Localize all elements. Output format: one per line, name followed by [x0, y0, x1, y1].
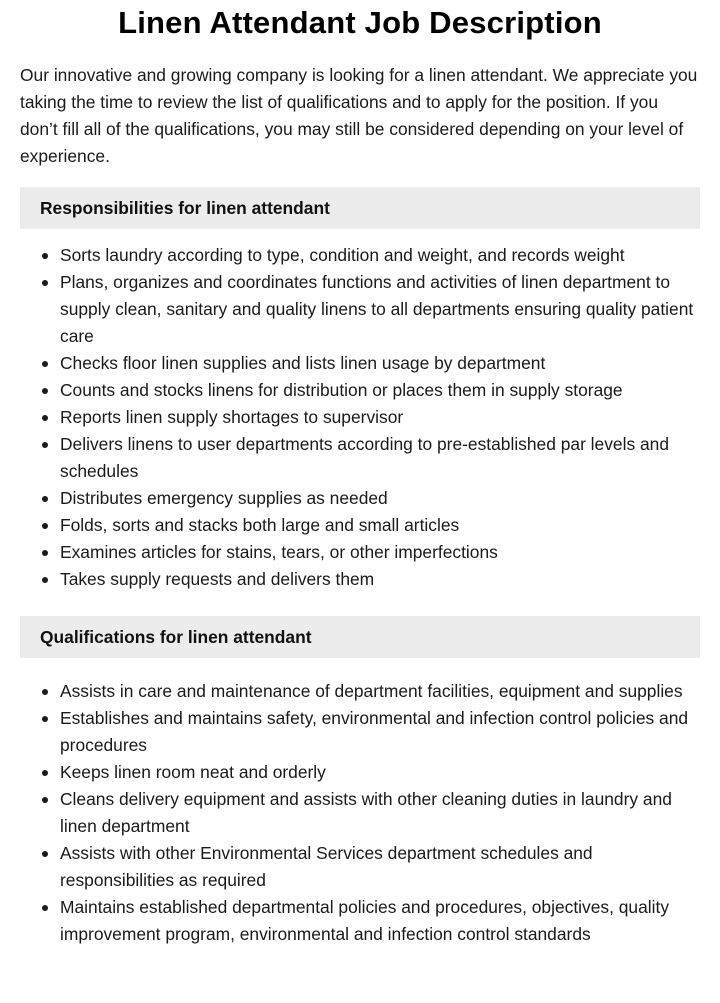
list-item: [20, 512, 700, 539]
list-item-text: Assists with other Environmental Services department schedules and responsibilities as required: [60, 843, 593, 890]
list-item-text: Reports linen supply shortages to supervisor: [60, 407, 404, 427]
bullet-icon: [42, 523, 48, 529]
list-item: [20, 566, 700, 593]
list-item-text: Counts and stocks linens for distribution or places them in supply storage: [60, 380, 623, 400]
list-item-text: Assists in care and maintenance of department facilities, equipment and supplies: [60, 681, 683, 701]
list-item-text: Establishes and maintains safety, environmental and infection control policies and procedures: [60, 708, 689, 755]
bullet-icon: [42, 770, 48, 776]
bullet-icon: [42, 797, 48, 803]
list-item: [20, 759, 700, 786]
list-item: [20, 242, 700, 269]
responsibilities-list: [20, 242, 700, 593]
list-item: [20, 431, 700, 485]
bullet-icon: [42, 361, 48, 367]
list-item-text: Delivers linens to user departments according to pre-established par levels and schedules: [60, 434, 669, 481]
bullet-icon: [42, 577, 48, 583]
list-item-text: Plans, organizes and coordinates functions and activities of linen department to supply clean, sanitary and quality linens to all departments ensuring quality patient care: [60, 272, 694, 346]
list-item-text: Distributes emergency supplies as needed: [60, 488, 388, 508]
bullet-icon: [42, 550, 48, 556]
list-item: [20, 404, 700, 431]
section-spacer: [20, 593, 700, 599]
list-item-text: Sorts laundry according to type, condition and weight, and records weight: [60, 245, 625, 265]
list-item: [20, 485, 700, 512]
bullet-icon: [42, 415, 48, 421]
intro-paragraph: Our innovative and growing company is looking for a linen attendant. We appreciate you taking the time to review the list of qualifications and to apply for the position. If you don’t fill all of the qualifications, you may still be considered depending on your level of experience.: [20, 65, 698, 166]
list-item: [20, 840, 700, 894]
qualifications-heading: Qualifications for linen attendant: [20, 616, 700, 658]
list-item-text: Cleans delivery equipment and assists with other cleaning duties in laundry and linen department: [60, 789, 672, 836]
list-item: [20, 269, 700, 350]
list-item-text: Examines articles for stains, tears, or other imperfections: [60, 542, 498, 562]
bullet-icon: [42, 253, 48, 259]
bullet-icon: [42, 388, 48, 394]
list-item-text: Folds, sorts and stacks both large and small articles: [60, 515, 460, 535]
bullet-icon: [42, 496, 48, 502]
bullet-icon: [42, 689, 48, 695]
list-item-text: Takes supply requests and delivers them: [60, 569, 375, 589]
list-item: [20, 786, 700, 840]
list-item: [20, 705, 700, 759]
list-item: [20, 539, 700, 566]
list-item-text: Maintains established departmental policies and procedures, objectives, quality improvement program, environmental and infection control standards: [60, 897, 670, 944]
list-item-text: Checks floor linen supplies and lists linen usage by department: [60, 353, 546, 373]
bullet-icon: [42, 905, 48, 911]
bullet-icon: [42, 280, 48, 286]
bullet-icon: [42, 442, 48, 448]
page-title: Linen Attendant Job Description: [118, 5, 602, 40]
responsibilities-heading: Responsibilities for linen attendant: [20, 187, 700, 229]
bullet-icon: [42, 851, 48, 857]
list-item: [20, 377, 700, 404]
list-item-text: Keeps linen room neat and orderly: [60, 762, 326, 782]
list-item: [20, 894, 700, 948]
qualifications-list: [20, 678, 700, 948]
bullet-icon: [42, 716, 48, 722]
list-item: [20, 350, 700, 377]
list-item: [20, 678, 700, 705]
